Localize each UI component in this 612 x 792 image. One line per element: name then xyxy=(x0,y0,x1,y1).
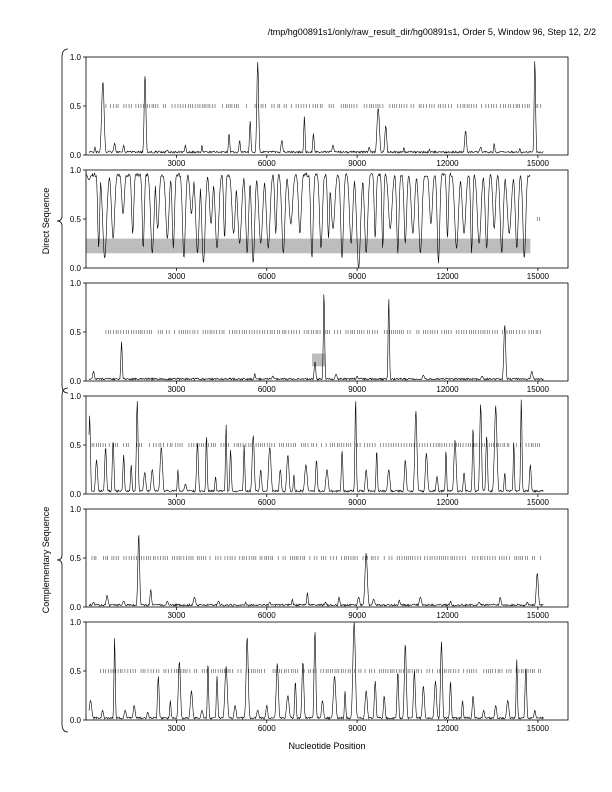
x-tick-label: 9000 xyxy=(348,611,367,620)
x-tick-label: 9000 xyxy=(348,498,367,507)
x-tick-label: 9000 xyxy=(348,159,367,168)
x-tick-label: 12000 xyxy=(436,272,459,281)
y-tick-label: 0.0 xyxy=(69,716,81,725)
series-line xyxy=(86,173,530,268)
panel-2 xyxy=(70,166,568,281)
y-tick-label: 1.0 xyxy=(69,505,81,514)
x-tick-label: 12000 xyxy=(436,498,459,507)
x-tick-label: 9000 xyxy=(348,724,367,733)
group-label: Complementary Sequence xyxy=(41,506,51,614)
x-tick-label: 6000 xyxy=(257,724,276,733)
group-1 xyxy=(41,49,68,393)
x-tick-label: 12000 xyxy=(436,611,459,620)
chart-panels xyxy=(70,53,568,733)
x-tick-label: 3000 xyxy=(167,272,186,281)
y-tick-label: 1.0 xyxy=(69,53,81,62)
plot-frame xyxy=(86,57,568,155)
panel-6 xyxy=(70,618,568,733)
series-line xyxy=(89,61,543,153)
x-tick-label: 12000 xyxy=(436,385,459,394)
x-tick-label: 15000 xyxy=(526,498,549,507)
x-tick-label: 6000 xyxy=(257,498,276,507)
x-tick-label: 15000 xyxy=(526,611,549,620)
y-tick-label: 0.5 xyxy=(69,441,81,450)
x-axis-label: Nucleotide Position xyxy=(288,741,366,751)
highlight-band xyxy=(312,354,326,367)
panel-5 xyxy=(70,505,568,620)
x-tick-label: 3000 xyxy=(167,159,186,168)
group-brace xyxy=(57,49,68,393)
x-tick-label: 6000 xyxy=(257,611,276,620)
group-brace xyxy=(57,388,68,732)
y-tick-label: 0.0 xyxy=(69,377,81,386)
chart-title: /tmp/hg00891s1/only/raw_result_dir/hg00891s1, Order 5, Window 96, Step 12, 2/2 xyxy=(267,27,596,37)
threshold-marks xyxy=(537,217,539,221)
group-label: Direct Sequence xyxy=(41,187,51,255)
y-tick-label: 0.0 xyxy=(69,151,81,160)
x-tick-label: 15000 xyxy=(526,159,549,168)
sequence-group-labels xyxy=(41,49,68,732)
threshold-marks xyxy=(100,669,540,673)
y-tick-label: 0.5 xyxy=(69,215,81,224)
panel-4 xyxy=(70,392,568,507)
x-tick-label: 6000 xyxy=(257,385,276,394)
threshold-marks xyxy=(92,556,541,560)
series-line xyxy=(89,535,543,606)
threshold-marks xyxy=(106,104,541,108)
x-tick-label: 12000 xyxy=(436,159,459,168)
x-tick-label: 6000 xyxy=(257,272,276,281)
y-tick-label: 1.0 xyxy=(69,392,81,401)
y-tick-label: 0.5 xyxy=(69,667,81,676)
y-tick-label: 1.0 xyxy=(69,279,81,288)
x-tick-label: 6000 xyxy=(257,159,276,168)
y-tick-label: 0.5 xyxy=(69,328,81,337)
x-tick-label: 3000 xyxy=(167,385,186,394)
x-tick-label: 3000 xyxy=(167,724,186,733)
y-tick-label: 0.0 xyxy=(69,490,81,499)
panel-3 xyxy=(70,279,568,394)
x-tick-label: 9000 xyxy=(348,272,367,281)
y-tick-label: 0.5 xyxy=(69,102,81,111)
x-tick-label: 15000 xyxy=(526,385,549,394)
x-tick-label: 3000 xyxy=(167,498,186,507)
y-tick-label: 1.0 xyxy=(69,166,81,175)
x-tick-label: 3000 xyxy=(167,611,186,620)
x-tick-label: 15000 xyxy=(526,724,549,733)
group-2 xyxy=(41,388,68,732)
panel-1 xyxy=(70,53,568,168)
x-tick-label: 12000 xyxy=(436,724,459,733)
y-tick-label: 0.0 xyxy=(69,603,81,612)
y-tick-label: 1.0 xyxy=(69,618,81,627)
x-tick-label: 15000 xyxy=(526,272,549,281)
series-line xyxy=(89,294,543,380)
x-tick-label: 9000 xyxy=(348,385,367,394)
y-tick-label: 0.0 xyxy=(69,264,81,273)
y-tick-label: 0.5 xyxy=(69,554,81,563)
